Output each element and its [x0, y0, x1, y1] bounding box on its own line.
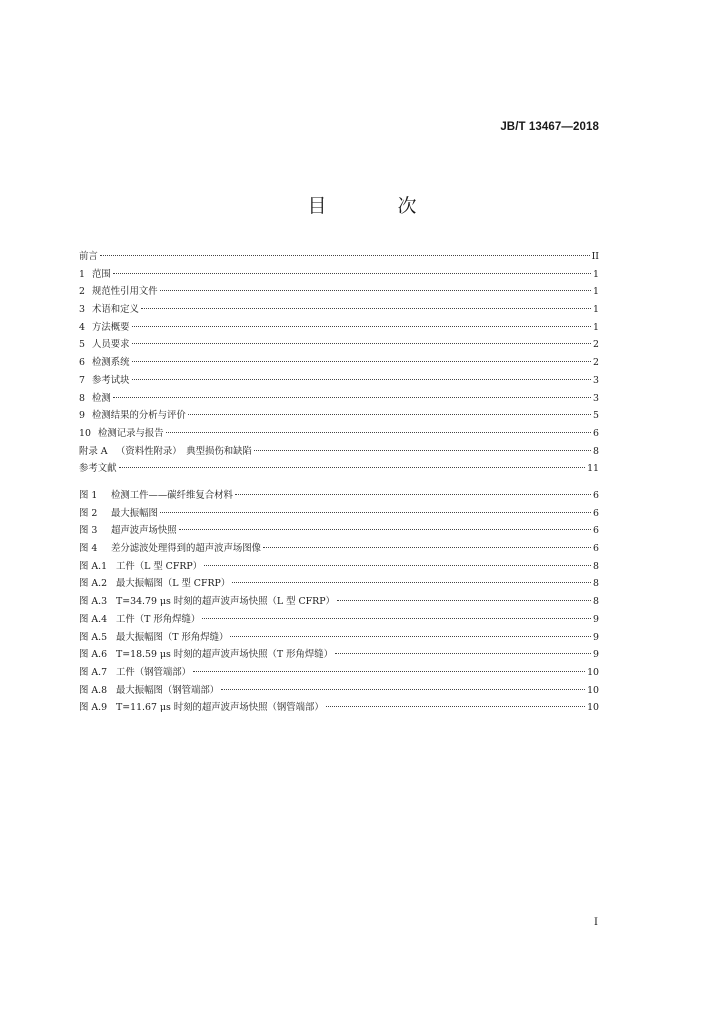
toc-number: 附录 A — [79, 445, 108, 457]
figure-number: 图 2 — [79, 507, 98, 519]
toc-page: 5 — [593, 410, 599, 422]
figure-entry[interactable] — [79, 646, 599, 664]
dot-leader — [204, 565, 591, 566]
table-of-contents — [79, 248, 599, 478]
toc-page: 1 — [593, 286, 599, 298]
figure-entry[interactable] — [79, 575, 599, 593]
figure-page: 9 — [593, 613, 599, 625]
figure-label: 最大振幅图（钢管端部） — [116, 684, 220, 696]
dot-leader — [263, 547, 591, 548]
dot-leader — [254, 450, 591, 451]
toc-page: 1 — [593, 304, 599, 316]
figure-number: 图 A.5 — [79, 631, 108, 643]
dot-leader — [230, 636, 591, 637]
figure-entry[interactable] — [79, 664, 599, 682]
figure-entry[interactable] — [79, 611, 599, 629]
toc-entry-6[interactable] — [79, 354, 599, 372]
toc-label: 检测记录与报告 — [98, 427, 164, 439]
toc-page: 1 — [593, 268, 599, 280]
figure-number: 图 1 — [79, 490, 98, 501]
figure-page: 6 — [593, 543, 599, 555]
toc-label: 方法概要 — [92, 321, 130, 333]
toc-entry-1[interactable] — [79, 266, 599, 284]
figure-number: 图 4 — [79, 543, 98, 555]
toc-label: 前言 — [79, 251, 98, 262]
figure-page: 6 — [593, 507, 599, 519]
dot-leader — [326, 706, 585, 707]
figure-number: 图 3 — [79, 525, 98, 537]
page-title: 目 次 — [307, 195, 443, 217]
page-number: I — [594, 917, 598, 928]
figure-page: 8 — [593, 578, 599, 590]
figure-page: 9 — [593, 631, 599, 643]
figure-entry[interactable] — [79, 540, 599, 558]
figure-page: 10 — [587, 702, 599, 714]
figure-entry[interactable] — [79, 699, 599, 717]
toc-page: II — [591, 251, 599, 262]
toc-entry-10[interactable] — [79, 425, 599, 443]
figure-label: 工件（钢管端部） — [116, 666, 192, 678]
dot-leader — [132, 343, 591, 344]
toc-page: 3 — [593, 374, 599, 386]
toc-number: 5 — [79, 339, 85, 351]
toc-page: 2 — [593, 357, 599, 369]
figure-entry[interactable] — [79, 558, 599, 576]
figure-label: 工件（L 型 CFRP） — [116, 560, 203, 572]
toc-number: 6 — [79, 357, 85, 369]
dot-leader — [113, 397, 591, 398]
toc-page: 6 — [593, 427, 599, 439]
dot-leader — [160, 290, 591, 291]
toc-number: 10 — [79, 427, 91, 439]
figure-label: T=18.59 μs 时刻的超声波声场快照（T 形角焊缝） — [116, 649, 334, 661]
toc-label: 检测系统 — [92, 357, 130, 369]
figure-number: 图 A.7 — [79, 666, 108, 678]
figure-entry[interactable] — [79, 505, 599, 523]
figure-entry[interactable] — [79, 522, 599, 540]
figure-label: 最大振幅图（T 形角焊缝） — [116, 631, 229, 643]
dot-leader — [235, 494, 591, 495]
toc-page: 2 — [593, 339, 599, 351]
dot-leader — [193, 671, 585, 672]
toc-page: 3 — [593, 392, 599, 404]
toc-label: 参考试块 — [92, 374, 130, 386]
figure-label: 超声波声场快照 — [111, 525, 177, 537]
toc-entry-9[interactable] — [79, 407, 599, 425]
figure-number: 图 A.9 — [79, 702, 108, 714]
standard-number: JB/T 13467—2018 — [500, 121, 599, 133]
figure-entry[interactable] — [79, 487, 599, 505]
dot-leader — [132, 379, 591, 380]
dot-leader — [232, 582, 591, 583]
toc-number: 7 — [79, 374, 85, 386]
figure-page: 10 — [587, 684, 599, 696]
dot-leader — [132, 326, 591, 327]
figure-entry[interactable] — [79, 682, 599, 700]
figure-page: 6 — [593, 525, 599, 537]
toc-page: 8 — [593, 445, 599, 457]
figure-label: 最大振幅图 — [111, 507, 158, 519]
figure-label: T=34.79 μs 时刻的超声波声场快照（L 型 CFRP） — [116, 596, 335, 608]
figure-number: 图 A.6 — [79, 649, 108, 661]
figure-entry[interactable] — [79, 629, 599, 647]
figure-label: 差分滤波处理得到的超声波声场图像 — [111, 543, 262, 555]
figure-number: 图 A.4 — [79, 613, 108, 625]
dot-leader — [179, 529, 591, 530]
figure-label: 最大振幅图（L 型 CFRP） — [116, 578, 231, 590]
toc-entry-5[interactable] — [79, 336, 599, 354]
toc-label: 范围 — [92, 268, 111, 280]
dot-leader — [100, 255, 590, 256]
dot-leader — [335, 653, 591, 654]
figure-page: 10 — [587, 666, 599, 678]
toc-label: 检测 — [92, 392, 111, 404]
figure-page: 6 — [593, 490, 599, 501]
list-of-figures — [79, 487, 599, 717]
toc-label: 人员要求 — [92, 339, 130, 351]
dot-leader — [202, 618, 591, 619]
dot-leader — [113, 273, 591, 274]
toc-entry-8[interactable] — [79, 390, 599, 408]
toc-label: 参考文献 — [79, 463, 117, 475]
figure-label: 工件（T 形角焊缝） — [116, 613, 201, 625]
figure-page: 8 — [593, 596, 599, 608]
dot-leader — [188, 414, 591, 415]
toc-label: （资料性附录） 典型损伤和缺陷 — [116, 445, 252, 457]
toc-entry-4[interactable] — [79, 319, 599, 337]
figure-number: 图 A.3 — [79, 596, 108, 608]
toc-entry-2[interactable] — [79, 283, 599, 301]
toc-number: 9 — [79, 410, 85, 422]
figure-page: 9 — [593, 649, 599, 661]
dot-leader — [160, 512, 591, 513]
figure-label: 检测工件——碳纤维复合材料 — [111, 490, 233, 501]
dot-leader — [221, 689, 585, 690]
figure-number: 图 A.8 — [79, 684, 108, 696]
toc-label: 检测结果的分析与评价 — [92, 410, 186, 422]
toc-page: 11 — [587, 463, 599, 475]
toc-entry-bibliography[interactable] — [79, 460, 599, 478]
figure-number: 图 A.2 — [79, 578, 108, 590]
toc-entry-foreword[interactable] — [79, 248, 599, 266]
dot-leader — [166, 432, 591, 433]
figure-entry[interactable] — [79, 593, 599, 611]
dot-leader — [141, 308, 591, 309]
toc-entry-appendix-a[interactable] — [79, 443, 599, 461]
figure-number: 图 A.1 — [79, 560, 108, 572]
dot-leader — [119, 467, 586, 468]
toc-number: 3 — [79, 304, 85, 316]
toc-entry-3[interactable] — [79, 301, 599, 319]
toc-number: 1 — [79, 268, 85, 280]
figure-label: T=11.67 μs 时刻的超声波声场快照（钢管端部） — [116, 702, 324, 714]
toc-number: 2 — [79, 286, 85, 298]
toc-label: 规范性引用文件 — [92, 286, 158, 298]
toc-number: 4 — [79, 321, 85, 333]
dot-leader — [132, 361, 591, 362]
toc-entry-7[interactable] — [79, 372, 599, 390]
figure-page: 8 — [593, 560, 599, 572]
toc-label: 术语和定义 — [92, 304, 139, 316]
toc-page: 1 — [593, 321, 599, 333]
toc-number: 8 — [79, 392, 85, 404]
dot-leader — [337, 600, 591, 601]
